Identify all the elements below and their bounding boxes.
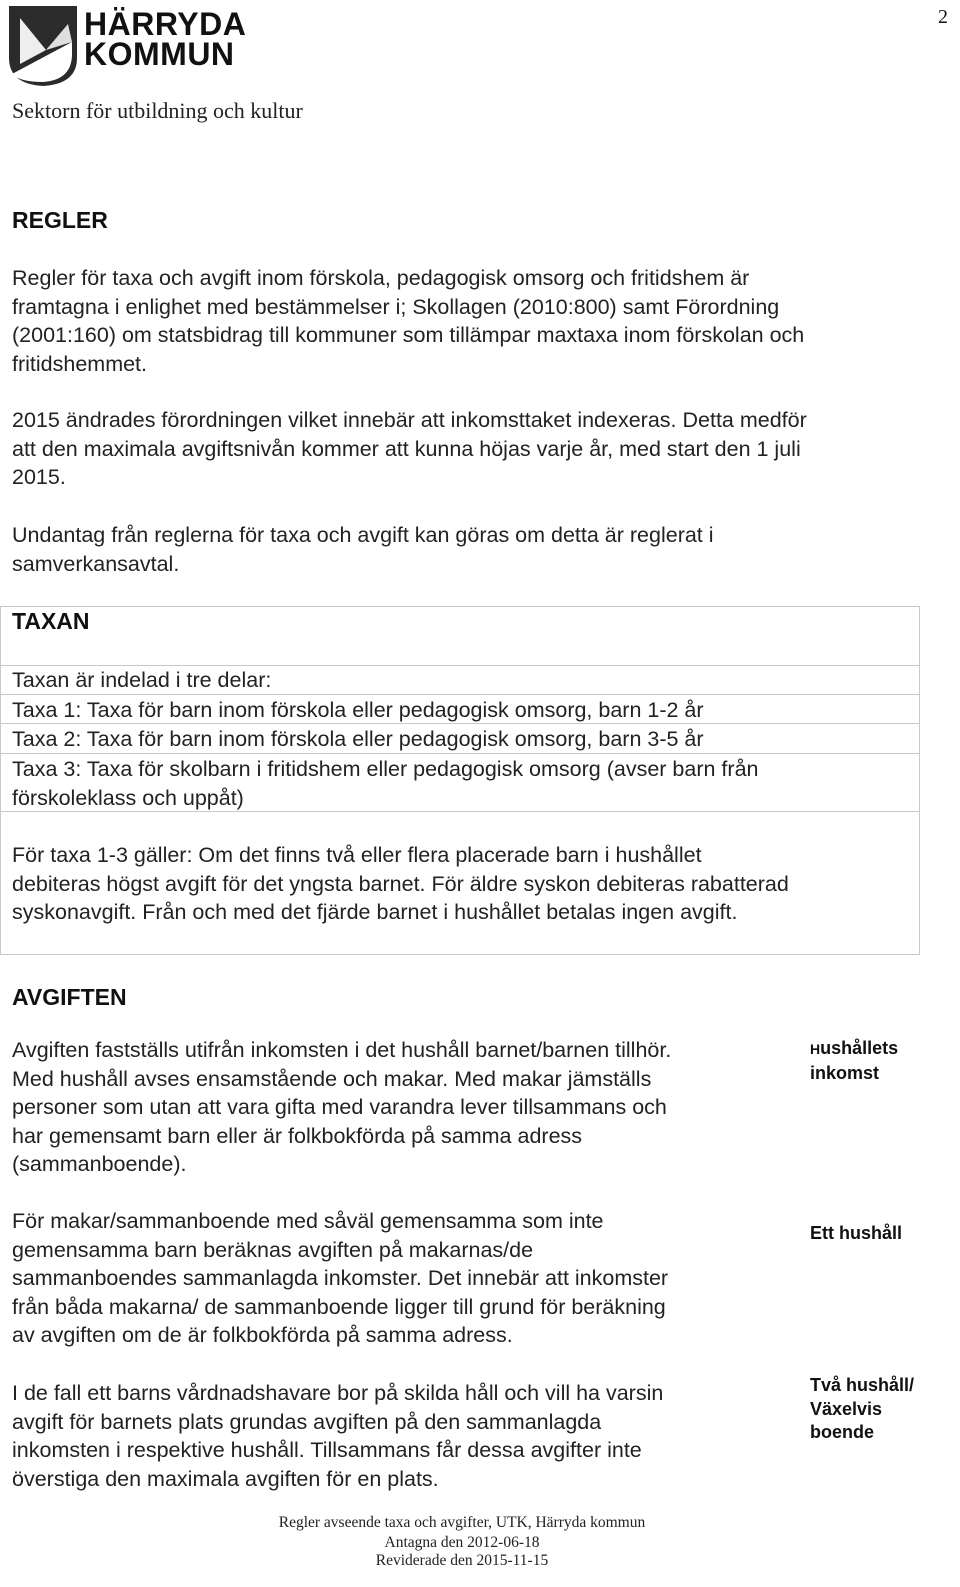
taxan-intro: Taxan är indelad i tre delar: <box>12 668 272 692</box>
side-label-text: ushållets <box>820 1038 899 1058</box>
text-line: Undantag från reglerna för taxa och avgift kan göras om detta är reglerat i <box>12 523 714 547</box>
text-line: 2015 ändrades förordningen vilket innebär att inkomsttaket indexeras. Detta medför <box>12 408 807 432</box>
side-label-text: inkomst <box>810 1062 880 1083</box>
text-line: avgift för barnets plats grundas avgiften på den sammanlagda <box>12 1409 602 1434</box>
logo-text-harryda: HÄRRYDA <box>84 6 247 42</box>
taxa-2-row: Taxa 2: Taxa för barn inom förskola eller pedagogisk omsorg, barn 3-5 år <box>12 727 704 751</box>
footer-title: Regler avseende taxa och avgifter, UTK, Härryda kommun <box>278 1514 646 1531</box>
taxan-note <box>12 841 789 927</box>
text-line: För makar/sammanboende med såväl gemensamma som inte <box>12 1209 604 1233</box>
text-line: Avgiften fastställs utifrån inkomsten i det hushåll barnet/barnen tillhör. <box>12 1038 672 1062</box>
text-line: För taxa 1-3 gäller: Om det finns två eller flera placerade barn i hushållet <box>12 843 702 867</box>
text-line: (sammanboende). <box>12 1152 187 1177</box>
taxa-1-row: Taxa 1: Taxa för barn inom förskola eller pedagogisk omsorg, barn 1-2 år <box>12 698 704 722</box>
text-line: samverkansavtal. <box>12 551 180 576</box>
text-line: 2015. <box>12 465 66 490</box>
text-line: förskoleklass och uppåt) <box>12 785 244 810</box>
text-line: från båda makarna/ de sammanboende ligger till grund för beräkning <box>12 1294 666 1319</box>
text-line: Regler för taxa och avgift inom förskola, pedagogisk omsorg och fritidshem är <box>12 266 750 290</box>
text-line: inkomsten i respektive hushåll. Tillsammans får dessa avgifter inte <box>12 1438 642 1463</box>
text-line: sammanboendes sammanlagda inkomster. Det innebär att inkomster <box>12 1266 669 1291</box>
sector-subtitle: Sektorn för utbildning och kultur <box>12 98 303 123</box>
footer-revised-date: Reviderade den 2015-11-15 <box>375 1552 549 1569</box>
text-line: fritidshemmet. <box>12 351 148 376</box>
text-line: Taxa 3: Taxa för skolbarn i fritidshem eller pedagogisk omsorg (avser barn från <box>12 757 759 781</box>
avgiften-heading: AVGIFTEN <box>12 984 127 1010</box>
page-number: 2 <box>938 6 948 28</box>
side-label-initial: H <box>810 1041 821 1057</box>
regler-paragraph-2 <box>12 406 807 492</box>
text-line: personer som utan att vara gifta med varandra lever tillsammans och <box>12 1095 667 1120</box>
text-line: har gemensamt barn eller är folkbokförda på samma adress <box>12 1123 583 1148</box>
taxan-heading: TAXAN <box>12 608 90 634</box>
municipality-emblem-icon <box>6 4 80 88</box>
text-line: I de fall ett barns vårdnadshavare bor på skilda håll och vill ha varsin <box>12 1381 664 1405</box>
footer-adopted-date: Antagna den 2012-06-18 <box>384 1534 540 1551</box>
regler-paragraph-3 <box>12 521 714 578</box>
side-label-text: boende <box>810 1422 875 1442</box>
text-line: (2001:160) om statsbidrag till kommuner som tillämpar maxtaxa inom förskolan och <box>12 323 805 348</box>
regler-heading: REGLER <box>12 207 108 233</box>
text-line: Med hushåll avses ensamstående och makar. Med makar jämställs <box>12 1066 652 1091</box>
text-line: debiteras högst avgift för det yngsta barnet. För äldre syskon debiteras rabatterad <box>12 871 789 896</box>
text-line: överstiga den maximala avgiften för en plats. <box>12 1466 439 1491</box>
avgiften-paragraph-1 <box>12 1036 671 1179</box>
text-line: att den maximala avgiftsnivån kommer att kunna höjas varje år, med start den 1 juli <box>12 436 801 461</box>
side-label-ett-hushall: Ett hushåll <box>810 1223 903 1243</box>
taxa-3-row <box>12 755 759 812</box>
avgiften-paragraph-3 <box>12 1379 663 1493</box>
regler-paragraph-1 <box>12 264 804 378</box>
side-label-text: Växelvis <box>810 1398 883 1419</box>
side-label-hushallets-inkomst <box>810 1037 898 1085</box>
harryda-kommun-logo <box>6 4 246 94</box>
side-label-text: Två hushåll/ <box>810 1375 915 1395</box>
side-label-tva-hushall <box>810 1374 914 1445</box>
logo-text-kommun: KOMMUN <box>84 36 235 72</box>
text-line: av avgiften om de är folkbokförda på samma adress. <box>12 1323 513 1348</box>
text-line: gemensamma barn beräknas avgiften på makarnas/de <box>12 1237 534 1262</box>
text-line: framtagna i enlighet med bestämmelser i; Skollagen (2010:800) samt Förordning <box>12 294 780 319</box>
text-line: syskonavgift. Från och med det fjärde barnet i hushållet betalas ingen avgift. <box>12 900 738 925</box>
avgiften-paragraph-2 <box>12 1207 668 1350</box>
